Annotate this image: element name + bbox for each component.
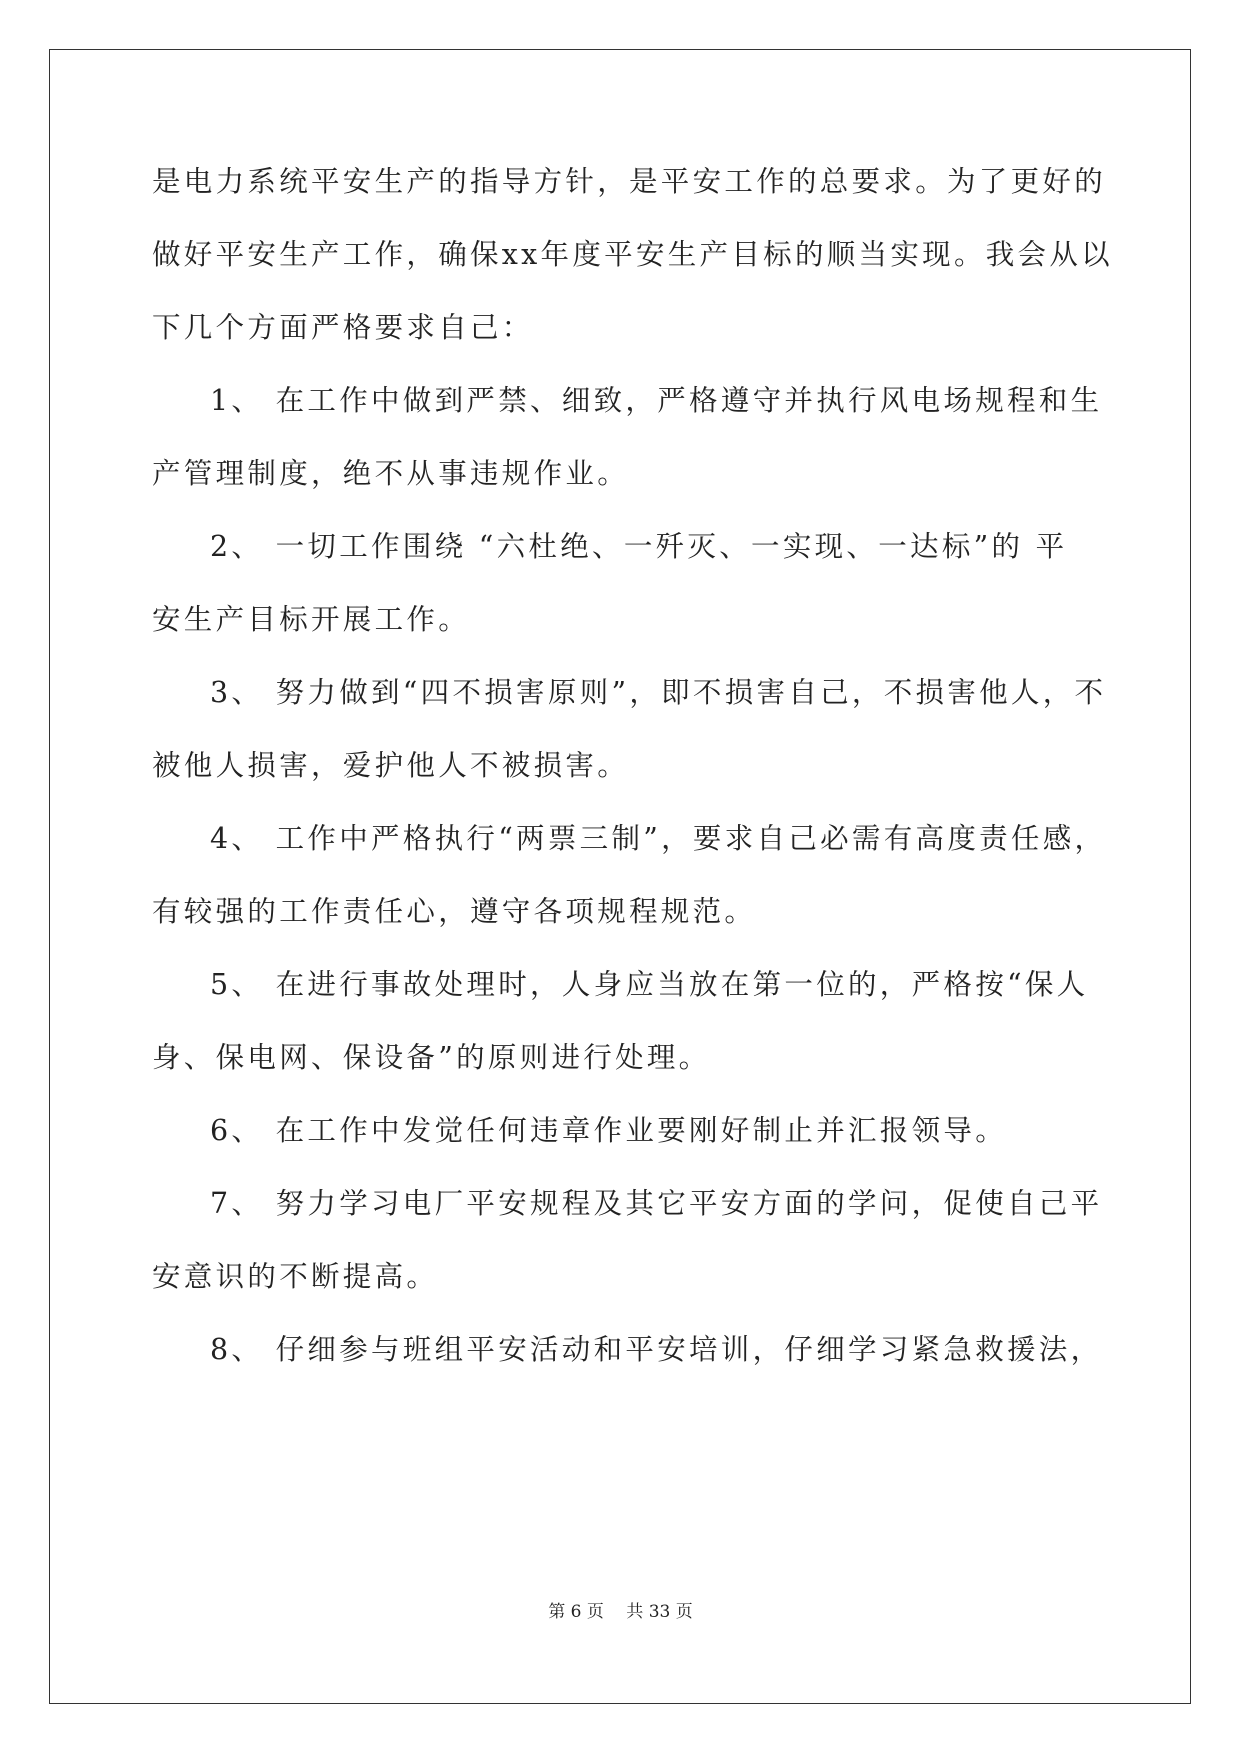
text-line: 做好平安生产工作，确保xx年度平安生产目标的顺当实现。我会从以 xyxy=(152,238,1113,271)
list-item-3: 3、 努力做到“四不损害原则”，即不损害自己，不损害他人，不 xyxy=(210,676,1107,709)
text-line: 被他人损害，爱护他人不被损害。 xyxy=(152,749,630,782)
text-line: 是电力系统平安生产的指导方针，是平安工作的总要求。为了更好的 xyxy=(152,165,1107,198)
list-item-2: 2、 一切工作围绕 “六杜绝、一歼灭、一实现、一达标”的 平 xyxy=(210,530,1068,563)
text-line: 安意识的不断提高。 xyxy=(152,1260,439,1293)
page-border xyxy=(49,49,1191,1704)
text-line: 有较强的工作责任心，遵守各项规程规范。 xyxy=(152,895,757,928)
text-line: 安生产目标开展工作。 xyxy=(152,603,471,636)
list-item-4: 4、 工作中严格执行“两票三制”，要求自己必需有高度责任感， xyxy=(210,822,1107,855)
list-item-1: 1、 在工作中做到严禁、细致，严格遵守并执行风电场规程和生 xyxy=(210,384,1103,417)
list-item-6: 6、 在工作中发觉任何违章作业要刚好制止并汇报领导。 xyxy=(210,1114,1007,1147)
text-line: 下几个方面严格要求自己： xyxy=(152,311,534,344)
list-item-5: 5、 在进行事故处理时，人身应当放在第一位的，严格按“保人 xyxy=(210,968,1089,1001)
text-line: 产管理制度，绝不从事违规作业。 xyxy=(152,457,630,490)
text-line: 身、保电网、保设备”的原则进行处理。 xyxy=(152,1041,711,1074)
list-item-7: 7、 努力学习电厂平安规程及其它平安方面的学问，促使自己平 xyxy=(210,1187,1103,1220)
page-number-footer: 第 6 页 共 33 页 xyxy=(548,1602,693,1622)
list-item-8: 8、 仔细参与班组平安活动和平安培训，仔细学习紧急救援法， xyxy=(210,1333,1103,1366)
